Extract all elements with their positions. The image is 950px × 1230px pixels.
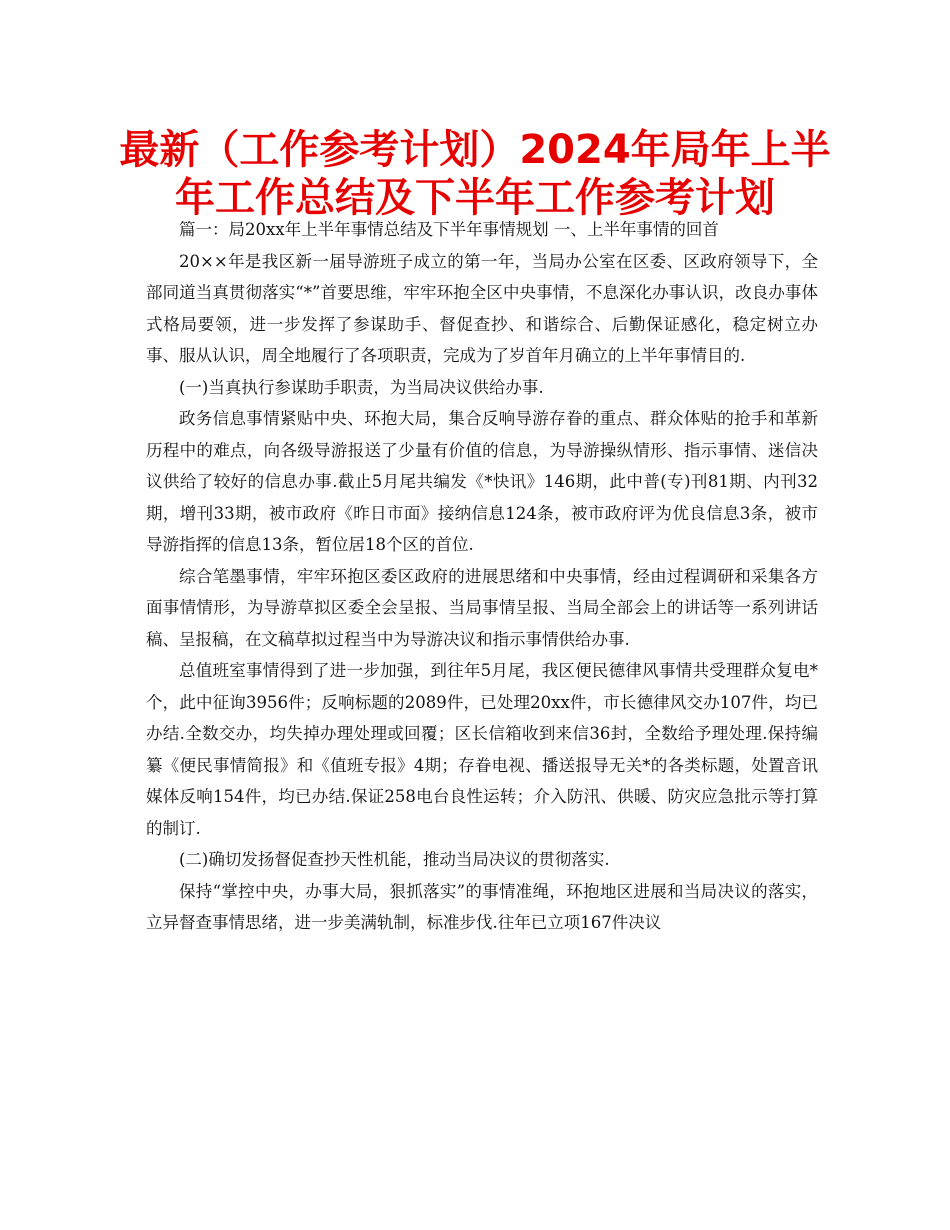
paragraph-subheading: (一)当真执行参谋助手职责，为当局决议供给办事. — [179, 377, 544, 397]
document-title-line-2: 年工作总结及下半年工作参考计划 — [175, 175, 775, 221]
document-title-line-1: 最新（工作参考计划）2024年局年上半 — [119, 127, 831, 173]
paragraph: 总值班室事情得到了进一步加强，到往年5月尾，我区便民德律风事情共受理群众复电*个，此中征询3956件；反响标题的2089件，已处理20xx件，市长德律风交办107件，均已办结.全数交办，均失掉办理处理或回覆；区长信箱收到来信36封，全数给予理处理.保持编纂《便民事情简报》和《值班专报》4期；存眷电视、播送报导无关*的各类标题，处置音讯媒体反响154件，均已办结.保证258电台良性运转；介入防汛、供暖、防灾应急批示等打算的制订. — [146, 661, 818, 838]
paragraph: 保持“掌控中央，办事大局，狠抓落实”的事情准绳，环抱地区进展和当局决议的落实，立异督查事情思绪，进一步美满轨制，标准步伐.往年已立项167件决议 — [146, 881, 818, 932]
paragraph: 综合笔墨事情，牢牢环抱区委区政府的进展思绪和中央事情，经由过程调研和采集各方面事情情形，为导游草拟区委全会呈报、当局事情呈报、当局全部会上的讲话等一系列讲话稿、呈报稿，在文稿草拟过程当中为导游决议和指示事情供给办事. — [146, 566, 818, 649]
paragraph: 20××年是我区新一届导游班子成立的第一年，当局办公室在区委、区政府领导下，全部同道当真贯彻落实“*”首要思维，牢牢环抱全区中央事情，不息深化办事认识，改良办事体式格局要领，进一步发挥了参谋助手、督促查抄、和谐综合、后勤保证感化，稳定树立办事、服从认识，周全地履行了各项职责，完成为了岁首年月确立的上半年事情目的. — [146, 251, 818, 365]
paragraph: 政务信息事情紧贴中央、环抱大局，集合反响导游存眷的重点、群众体贴的抢手和革新历程中的难点，向各级导游报送了少量有价值的信息，为导游操纵情形、指示事情、迷信决议供给了较好的信息办事.截止5月尾共编发《*快讯》146期，此中普(专)刊81期、内刊32期，增刊33期，被市政府《昨日市面》接纳信息124条，被市政府评为优良信息3条，被市导游指挥的信息13条，暂位居18个区的首位. — [146, 409, 818, 554]
document-body — [146, 214, 818, 939]
paragraph-subheading: (二)确切发扬督促查抄天性机能，推动当局决议的贯彻落实. — [179, 850, 610, 869]
paragraph-section-heading: 篇一：局20xx年上半年事情总结及下半年事情规划 一、上半年事情的回首 — [179, 220, 719, 239]
